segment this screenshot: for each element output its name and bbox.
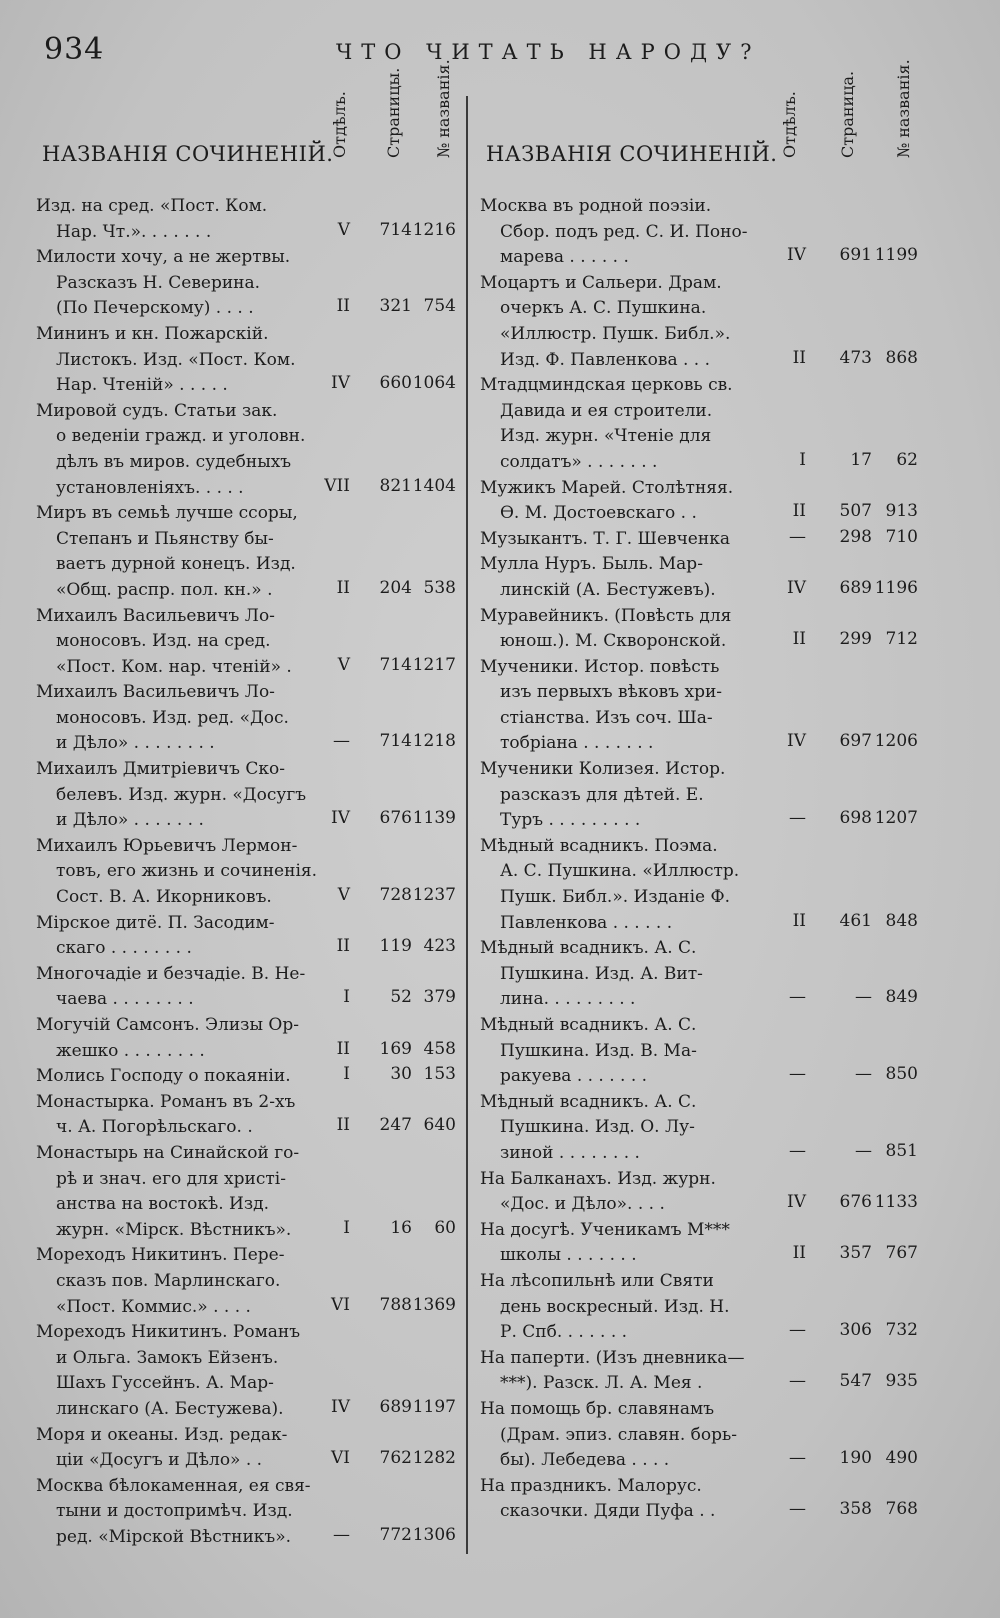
entry-number: 754 xyxy=(423,296,456,317)
entry-division: — xyxy=(789,1371,806,1392)
running-head: ЧТО ЧИТАТЬ НАРОДУ? xyxy=(336,40,761,64)
entry-division: IV xyxy=(787,245,806,266)
entry-title-line: Р. Спб. . . . . . . xyxy=(500,1322,628,1343)
entry-number: 1064 xyxy=(412,373,456,394)
entry-number: 60 xyxy=(434,1217,456,1238)
left-column xyxy=(36,59,458,1550)
entry-number: 379 xyxy=(423,987,456,1008)
entry-title-line: Молись Господу о покаяніи. xyxy=(36,1066,291,1087)
entry-division: — xyxy=(333,731,350,752)
entry-title-line: сказочки. Дяди Пуфа . . xyxy=(500,1501,716,1522)
entry-number: 490 xyxy=(885,1448,918,1469)
entry-division: IV xyxy=(787,577,806,598)
entry-division: — xyxy=(789,1320,806,1341)
entry-title-line: о веденіи гражд. и уголовн. xyxy=(56,426,306,447)
entry-division: IV xyxy=(331,808,350,829)
entry-title-line: Пушкина. Изд. О. Лу- xyxy=(500,1117,695,1138)
entry-number: 1282 xyxy=(412,1448,456,1469)
entry-title-line: Степанъ и Пьянству бы- xyxy=(56,528,274,549)
entry-title-line: рѣ и знач. его для христі- xyxy=(56,1168,286,1189)
entry-number: 1206 xyxy=(874,731,918,752)
entry xyxy=(480,527,920,553)
entry-title-line: скаго . . . . . . . . xyxy=(56,938,192,959)
entry-number: 848 xyxy=(885,910,918,931)
entry-title-line: ред. «Мірской Вѣстникъ». xyxy=(56,1526,292,1547)
entry-title-line: Михаилъ Юрьевичъ Лермон- xyxy=(36,835,298,856)
entry-title-line: Музыкантъ. Т. Г. Шевченка xyxy=(480,528,730,549)
entry-title-line: Павленкова . . . . . . xyxy=(500,912,673,933)
entry xyxy=(480,604,920,655)
entry-title-line: Мировой судъ. Статьи зак. xyxy=(36,400,278,421)
entry-division: II xyxy=(336,936,350,957)
header-page: Страницы. xyxy=(384,67,403,158)
entry-page: 461 xyxy=(839,910,872,931)
right-column xyxy=(480,59,920,1525)
entry xyxy=(480,271,920,373)
entry-title-line: Милости хочу, а не жертвы. xyxy=(36,247,291,268)
entry xyxy=(36,962,458,1013)
entry-page: 30 xyxy=(390,1064,412,1085)
entry-title-line: Мѣдный всадникъ. А. С. xyxy=(480,1091,697,1112)
entry-division: — xyxy=(789,1064,806,1085)
entry-title-line: Ѳ. М. Достоевскаго . . xyxy=(500,503,697,524)
page-number: 934 xyxy=(44,32,105,67)
entry-division: I xyxy=(343,1217,350,1238)
entry-title-line: бы). Лебедева . . . . xyxy=(500,1450,670,1471)
entry-title-line: Изд. на сред. «Пост. Ком. xyxy=(36,196,268,216)
entry-title-line: ***). Разск. Л. А. Мея . xyxy=(500,1373,703,1394)
entry-division: II xyxy=(792,501,806,522)
entry-number: 1237 xyxy=(412,885,456,906)
entry-division: — xyxy=(789,1140,806,1161)
entry-division: VII xyxy=(324,475,350,496)
entry xyxy=(36,1013,458,1064)
entry xyxy=(36,834,458,911)
entry-title-line: марева . . . . . . xyxy=(500,247,629,268)
entry-number: 850 xyxy=(885,1064,918,1085)
entry-title-line: Москва въ родной поэзіи. xyxy=(480,196,712,216)
entry-page: 676 xyxy=(379,808,412,829)
entry xyxy=(36,501,458,603)
entry-division: I xyxy=(343,987,350,1008)
entry-list xyxy=(36,194,458,1550)
entry xyxy=(36,680,458,757)
entry-title-line: Михаилъ Васильевичъ Ло- xyxy=(36,682,275,703)
entry-title-line: Многочадіе и безчадіе. В. Не- xyxy=(36,963,306,984)
entry-title-line: чаева . . . . . . . . xyxy=(56,989,194,1010)
entry-title-line: Михаилъ Васильевичъ Ло- xyxy=(36,605,275,626)
entry-division: V xyxy=(337,885,350,906)
column-title: НАЗВАНІЯ СОЧИНЕНІЙ. xyxy=(42,142,334,166)
entry-title-line: линскаго (А. Бестужева). xyxy=(56,1398,284,1419)
entry-title-line: На Балканахъ. Изд. журн. xyxy=(480,1168,716,1189)
entry-title-line: «Пост. Коммис.» . . . . xyxy=(56,1296,251,1317)
entry-title-line: Москва бѣлокаменная, ея свя- xyxy=(36,1475,311,1496)
entry-page: 52 xyxy=(390,987,412,1008)
entry xyxy=(36,1474,458,1551)
entry xyxy=(480,1397,920,1474)
entry xyxy=(36,1090,458,1141)
entry-title-line: Сбор. подъ ред. С. И. Поно- xyxy=(500,221,748,242)
entry-title-line: Давида и ея строители. xyxy=(500,400,713,421)
entry-division: — xyxy=(789,808,806,829)
entry xyxy=(480,1218,920,1269)
entry xyxy=(36,1320,458,1422)
entry xyxy=(36,757,458,834)
entry-number: 767 xyxy=(885,1243,918,1264)
entry-title-line: Мореходъ Никитинъ. Пере- xyxy=(36,1245,285,1266)
entry-page: 547 xyxy=(839,1371,872,1392)
entry-number: 1217 xyxy=(412,654,456,675)
entry-number: 153 xyxy=(423,1064,456,1085)
entry-title-line: товъ, его жизнь и сочиненія. xyxy=(56,861,318,882)
entry-title-line: На паперти. (Изъ дневника— xyxy=(480,1347,745,1368)
entry-title-line: Мореходъ Никитинъ. Романъ xyxy=(36,1322,301,1343)
entry-title-line: разсказъ для дѣтей. Е. xyxy=(500,784,704,805)
entry-title-line: Монастырь на Синайской го- xyxy=(36,1142,300,1163)
entry-title-line: «Дос. и Дѣло». . . . xyxy=(500,1194,665,1215)
entry-page: 169 xyxy=(379,1038,412,1059)
entry-page: 714 xyxy=(379,654,412,675)
entry-division: I xyxy=(799,449,806,470)
entry-division: II xyxy=(336,1038,350,1059)
entry-page: 698 xyxy=(839,808,872,829)
entry-page: — xyxy=(855,1140,872,1161)
entry-title-line: Мѣдный всадникъ. А. С. xyxy=(480,1015,697,1035)
entry-title-line: стіанства. Изъ соч. Ша- xyxy=(500,707,713,728)
entry-division: — xyxy=(789,987,806,1008)
entry-title-line: Муравейникъ. (Повѣсть для xyxy=(480,605,732,626)
entry-title-line: солдатъ» . . . . . . . xyxy=(500,451,658,472)
entry-division: II xyxy=(792,347,806,368)
entry xyxy=(480,1269,920,1346)
entry-title-line: Пушкина. Изд. А. Вит- xyxy=(500,963,703,984)
entry-page: 473 xyxy=(839,347,872,368)
entry-title-line: Михаилъ Дмитріевичъ Ско- xyxy=(36,759,285,780)
entry-page: 321 xyxy=(379,296,412,317)
entry xyxy=(480,373,920,475)
entry-number: 1199 xyxy=(874,245,918,266)
entry xyxy=(36,245,458,322)
entry-title-line: ракуева . . . . . . . xyxy=(500,1066,648,1087)
entry-division: VI xyxy=(331,1448,350,1469)
entry-title-line: Мученики. Истор. повѣсть xyxy=(480,656,720,677)
entry-title-line: Нар. Чт.». . . . . . . xyxy=(56,221,212,242)
entry-title-line: Шахъ Гуссейнъ. А. Мар- xyxy=(56,1373,274,1394)
entry-title-line: Нар. Чтеній» . . . . . xyxy=(56,375,228,396)
entry-title-line: Мученики Колизея. Истор. xyxy=(480,759,726,780)
entry-page: 821 xyxy=(379,475,412,496)
column-title: НАЗВАНІЯ СОЧИНЕНІЙ. xyxy=(486,142,778,166)
entry-title-line: Туръ . . . . . . . . . xyxy=(500,810,641,831)
entry-title-line: зиной . . . . . . . . xyxy=(500,1142,640,1163)
entry xyxy=(36,399,458,501)
entry-title-line: тыни и достопримѣч. Изд. xyxy=(56,1501,293,1522)
entry-page: 697 xyxy=(839,731,872,752)
entry xyxy=(480,757,920,834)
entry-title-line: Мірское дитё. П. Засодим- xyxy=(36,912,275,933)
column-header xyxy=(36,59,458,194)
entry-page: 247 xyxy=(379,1115,412,1136)
entry xyxy=(480,552,920,603)
entry-page: 772 xyxy=(379,1524,412,1545)
entry-number: 1306 xyxy=(412,1524,456,1545)
entry-title-line: Мѣдный всадникъ. Поэма. xyxy=(480,835,718,856)
entry-number: 1404 xyxy=(412,475,456,496)
entry xyxy=(36,322,458,399)
entry-page: 689 xyxy=(379,1396,412,1417)
entry-page: — xyxy=(855,1064,872,1085)
entry-title-line: дѣлъ въ миров. судебныхъ xyxy=(56,451,292,472)
entry xyxy=(480,1474,920,1525)
entry-title-line: сказъ пов. Марлинскаго. xyxy=(56,1270,281,1291)
entry xyxy=(36,1064,458,1090)
entry-title-line: установленіяхъ. . . . . xyxy=(56,477,244,498)
entry-title-line: Мѣдный всадникъ. А. С. xyxy=(480,938,697,959)
entry-division: II xyxy=(792,629,806,650)
entry-number: 868 xyxy=(885,347,918,368)
entry-title-line: Моцартъ и Сальери. Драм. xyxy=(480,272,722,293)
entry-title-line: (Драм. эпиз. славян. борь- xyxy=(500,1424,738,1445)
entry-number: 538 xyxy=(423,577,456,598)
entry-title-line: На праздникъ. Малорус. xyxy=(480,1475,702,1496)
entry xyxy=(36,604,458,681)
entry-page: 358 xyxy=(839,1499,872,1520)
entry-number: 1133 xyxy=(874,1192,918,1213)
entry-division: IV xyxy=(331,1396,350,1417)
entry-division: II xyxy=(792,1243,806,1264)
entry-page: 660 xyxy=(379,373,412,394)
entry-number: 935 xyxy=(885,1371,918,1392)
entry-number: 1139 xyxy=(412,808,456,829)
entry-number: 458 xyxy=(423,1038,456,1059)
entry-title-line: Пушк. Библ.». Изданіе Ф. xyxy=(500,887,730,908)
entry xyxy=(480,1090,920,1167)
entry-title-line: Моря и океаны. Изд. редак- xyxy=(36,1424,288,1445)
entry-number: 1218 xyxy=(412,731,456,752)
entry-title-line: ч. А. Погорѣльскаго. . xyxy=(56,1117,253,1138)
entry-title-line: «Иллюстр. Пушк. Библ.». xyxy=(500,323,731,344)
entry-title-line: день воскресный. Изд. Н. xyxy=(500,1296,730,1317)
entry-number: 423 xyxy=(423,936,456,957)
entry-division: II xyxy=(336,577,350,598)
entry-page: 714 xyxy=(379,219,412,240)
entry-title-line: «Пост. Ком. нар. чтеній» . xyxy=(56,656,292,677)
entry-page: 689 xyxy=(839,577,872,598)
entry-division: I xyxy=(343,1064,350,1085)
entry-division: VI xyxy=(331,1294,350,1315)
entry-number: 1207 xyxy=(874,808,918,829)
entry-page: 728 xyxy=(379,885,412,906)
entry-page: 16 xyxy=(390,1217,412,1238)
entry-number: 1216 xyxy=(412,219,456,240)
entry-division: — xyxy=(789,1448,806,1469)
entry-title-line: очеркъ А. С. Пушкина. xyxy=(500,298,707,319)
entry-number: 710 xyxy=(885,526,918,547)
entry-title-line: линскій (А. Бестужевъ). xyxy=(500,579,716,600)
entry xyxy=(36,1423,458,1474)
entry-title-line: Сост. В. А. Икорниковъ. xyxy=(56,887,272,908)
entry-number: 62 xyxy=(896,449,918,470)
entry-title-line: изъ первыхъ вѣковъ хри- xyxy=(500,682,723,703)
header-page: Страница. xyxy=(838,70,857,158)
entry-page: 204 xyxy=(379,577,412,598)
header-division: Отдѣлъ. xyxy=(330,91,349,158)
entry-division: V xyxy=(337,654,350,675)
entry-page: 357 xyxy=(839,1243,872,1264)
page-header xyxy=(40,32,960,72)
entry-page: 762 xyxy=(379,1448,412,1469)
entry-title-line: и Дѣло» . . . . . . . xyxy=(56,810,204,831)
entry xyxy=(36,194,458,245)
entry-division: V xyxy=(337,219,350,240)
entry-division: — xyxy=(789,1499,806,1520)
entry-title-line: (По Печерскому) . . . . xyxy=(56,298,254,319)
header-number: № названія. xyxy=(434,59,453,158)
entry-title-line: и Ольга. Замокъ Ейзенъ. xyxy=(56,1347,279,1368)
entry-title-line: Мининъ и кн. Пожарскій. xyxy=(36,323,269,344)
entry-division: IV xyxy=(787,731,806,752)
entry-title-line: жешко . . . . . . . . xyxy=(56,1040,205,1061)
entry-title-line: анства на востокѣ. Изд. xyxy=(56,1194,269,1215)
entry xyxy=(36,1141,458,1243)
entry-title-line: Могучій Самсонъ. Элизы Ор- xyxy=(36,1015,299,1035)
entry xyxy=(36,911,458,962)
entry-page: 714 xyxy=(379,731,412,752)
entry-title-line: Листокъ. Изд. «Пост. Ком. xyxy=(56,349,296,370)
entry-title-line: Мулла Нуръ. Быль. Мар- xyxy=(480,554,703,575)
entry-title-line: На помощь бр. славянамъ xyxy=(480,1398,715,1419)
entry-page: 788 xyxy=(379,1294,412,1315)
entry-page: 190 xyxy=(839,1448,872,1469)
entry-title-line: На досугѣ. Ученикамъ М*** xyxy=(480,1219,730,1240)
entry-division: II xyxy=(336,296,350,317)
column-header xyxy=(480,59,920,194)
entry-number: 849 xyxy=(885,987,918,1008)
entry-title-line: А. С. Пушкина. «Иллюстр. xyxy=(500,861,740,882)
entry-title-line: «Общ. распр. пол. кн.» . xyxy=(56,579,273,600)
entry-division: IV xyxy=(787,1192,806,1213)
entry-title-line: лина. . . . . . . . . xyxy=(500,989,636,1010)
entry-title-line: моносовъ. Изд. на сред. xyxy=(56,631,271,652)
entry-number: 712 xyxy=(885,629,918,650)
entry-page: — xyxy=(855,987,872,1008)
entry xyxy=(480,1013,920,1090)
entry-title-line: журн. «Мірск. Вѣстникъ». xyxy=(56,1219,292,1240)
entry-number: 1369 xyxy=(412,1294,456,1315)
entry-division: — xyxy=(333,1524,350,1545)
entry-title-line: тобріана . . . . . . . xyxy=(500,733,654,754)
entry-division: II xyxy=(792,910,806,931)
entry-page: 691 xyxy=(839,245,872,266)
entry-title-line: Пушкина. Изд. В. Ма- xyxy=(500,1040,697,1061)
entry-title-line: Монастырка. Романъ въ 2-хъ xyxy=(36,1091,296,1112)
entry xyxy=(480,834,920,936)
entry-number: 732 xyxy=(885,1320,918,1341)
entry-title-line: ціи «Досугъ и Дѣло» . . xyxy=(56,1450,263,1471)
entry xyxy=(480,194,920,271)
entry-title-line: Изд. журн. «Чтеніе для xyxy=(500,426,712,447)
entry-title-line: ваетъ дурной конецъ. Изд. xyxy=(56,554,296,575)
entry-number: 913 xyxy=(885,501,918,522)
entry-page: 299 xyxy=(839,629,872,650)
entry-page: 17 xyxy=(850,449,872,470)
entry-page: 298 xyxy=(839,526,872,547)
entry-title-line: моносовъ. Изд. ред. «Дос. xyxy=(56,707,289,728)
entry-division: IV xyxy=(331,373,350,394)
entry-title-line: Изд. Ф. Павленкова . . . xyxy=(500,349,711,370)
entry xyxy=(480,936,920,1013)
entry-number: 768 xyxy=(885,1499,918,1520)
entry-title-line: белевъ. Изд. журн. «Досугъ xyxy=(56,784,307,805)
entry xyxy=(480,655,920,757)
entry-title-line: юнош.). М. Скворонской. xyxy=(500,631,727,652)
entry-title-line: школы . . . . . . . xyxy=(500,1245,637,1266)
entry-title-line: и Дѣло» . . . . . . . . xyxy=(56,733,215,754)
entry-page: 676 xyxy=(839,1192,872,1213)
entry xyxy=(480,476,920,527)
entry-number: 1197 xyxy=(412,1396,456,1417)
entry-division: II xyxy=(336,1115,350,1136)
entry-number: 1196 xyxy=(874,577,918,598)
column-divider xyxy=(466,96,468,1554)
entry-title-line: Разсказъ Н. Северина. xyxy=(56,272,261,293)
header-number: № названія. xyxy=(894,59,913,158)
entry xyxy=(480,1346,920,1397)
header-division: Отдѣлъ. xyxy=(780,91,799,158)
entry-title-line: Мтадцминдская церковь св. xyxy=(480,375,733,396)
entry-number: 640 xyxy=(423,1115,456,1136)
entry-page: 119 xyxy=(379,936,412,957)
entry xyxy=(36,1243,458,1320)
entry-title-line: Миръ въ семьѣ лучше ссоры, xyxy=(36,503,298,524)
entry-list xyxy=(480,194,920,1525)
entry-title-line: Мужикъ Марей. Столѣтняя. xyxy=(480,477,734,498)
entry-division: — xyxy=(789,526,806,547)
entry-number: 851 xyxy=(885,1140,918,1161)
entry-page: 507 xyxy=(839,501,872,522)
entry-page: 306 xyxy=(839,1320,872,1341)
entry xyxy=(480,1167,920,1218)
entry-title-line: На лѣсопильнѣ или Святи xyxy=(480,1270,714,1291)
